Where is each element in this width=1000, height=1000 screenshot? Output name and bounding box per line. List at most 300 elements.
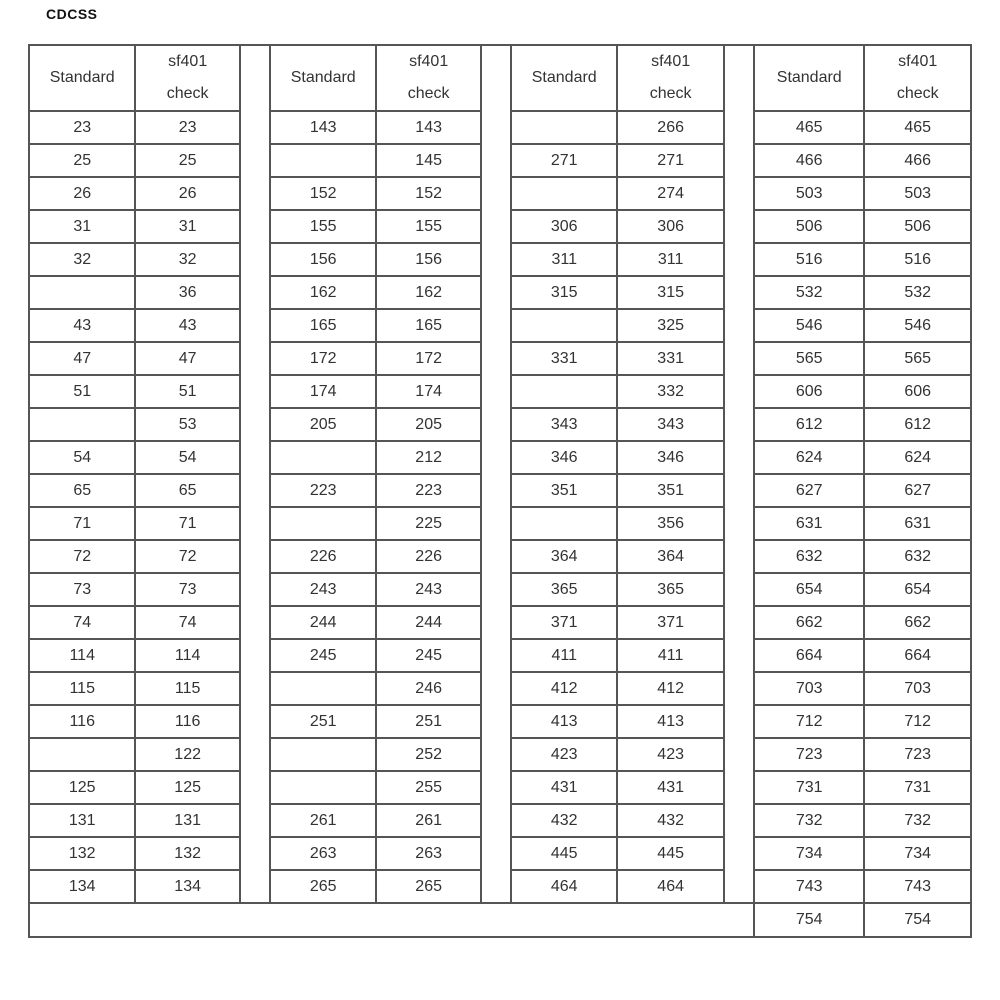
check-cell: 251: [376, 705, 480, 738]
standard-cell: [270, 738, 376, 771]
column-gap: [481, 243, 511, 276]
standard-cell: 134: [29, 870, 135, 903]
column-gap: [724, 639, 754, 672]
standard-cell: 413: [511, 705, 617, 738]
column-gap: [481, 804, 511, 837]
column-gap: [724, 243, 754, 276]
standard-cell: 664: [754, 639, 864, 672]
header-check-line2: check: [166, 85, 209, 102]
table-row: [29, 408, 971, 441]
standard-cell: [511, 177, 617, 210]
table-row: [29, 705, 971, 738]
column-gap: [724, 606, 754, 639]
standard-cell: 132: [29, 837, 135, 870]
column-gap: [240, 111, 270, 144]
check-cell: 143: [376, 111, 480, 144]
standard-cell: 143: [270, 111, 376, 144]
check-cell: 155: [376, 210, 480, 243]
check-cell: 413: [617, 705, 723, 738]
standard-cell: 71: [29, 507, 135, 540]
check-cell: 243: [376, 573, 480, 606]
standard-cell: 432: [511, 804, 617, 837]
check-cell: 712: [864, 705, 971, 738]
standard-cell: 243: [270, 573, 376, 606]
standard-cell: 155: [270, 210, 376, 243]
column-gap: [240, 771, 270, 804]
column-gap: [481, 705, 511, 738]
standard-cell: 311: [511, 243, 617, 276]
column-gap: [481, 111, 511, 144]
check-cell: 274: [617, 177, 723, 210]
check-cell: 265: [376, 870, 480, 903]
check-cell: 662: [864, 606, 971, 639]
standard-cell: [29, 276, 135, 309]
column-gap: [240, 507, 270, 540]
standard-cell: [270, 672, 376, 705]
standard-cell: 411: [511, 639, 617, 672]
standard-cell: 371: [511, 606, 617, 639]
check-cell: 465: [864, 111, 971, 144]
header-check-line1: sf401: [168, 53, 208, 70]
column-gap: [240, 177, 270, 210]
standard-cell: 131: [29, 804, 135, 837]
column-gap: [240, 804, 270, 837]
check-cell: 632: [864, 540, 971, 573]
standard-cell: 351: [511, 474, 617, 507]
header-check-line1: sf401: [898, 53, 938, 70]
standard-cell: 445: [511, 837, 617, 870]
table-header-row: [29, 45, 971, 111]
check-cell: 266: [617, 111, 723, 144]
column-gap: [240, 45, 270, 111]
standard-cell: 32: [29, 243, 135, 276]
standard-cell: 114: [29, 639, 135, 672]
column-gap: [240, 837, 270, 870]
check-cell: 445: [617, 837, 723, 870]
check-cell: 627: [864, 474, 971, 507]
standard-cell: 516: [754, 243, 864, 276]
standard-cell: 346: [511, 441, 617, 474]
check-cell: 311: [617, 243, 723, 276]
table-row: [29, 177, 971, 210]
standard-cell: [270, 441, 376, 474]
standard-cell: 245: [270, 639, 376, 672]
check-cell: 351: [617, 474, 723, 507]
table-row: [29, 243, 971, 276]
column-gap: [724, 276, 754, 309]
table-row: [29, 276, 971, 309]
standard-cell: 331: [511, 342, 617, 375]
check-cell: 315: [617, 276, 723, 309]
column-gap: [240, 243, 270, 276]
header-check-line2: check: [649, 85, 692, 102]
check-cell: 734: [864, 837, 971, 870]
check-cell: 754: [864, 903, 971, 937]
check-cell: 125: [135, 771, 239, 804]
check-cell: 546: [864, 309, 971, 342]
check-cell: 122: [135, 738, 239, 771]
check-cell: 246: [376, 672, 480, 705]
column-gap: [240, 276, 270, 309]
standard-cell: 712: [754, 705, 864, 738]
column-gap: [481, 375, 511, 408]
standard-cell: 261: [270, 804, 376, 837]
standard-cell: 251: [270, 705, 376, 738]
check-cell: 654: [864, 573, 971, 606]
column-gap: [481, 606, 511, 639]
check-cell: 624: [864, 441, 971, 474]
column-gap: [481, 342, 511, 375]
column-gap: [481, 276, 511, 309]
check-cell: 532: [864, 276, 971, 309]
table-row: [29, 342, 971, 375]
check-cell: 464: [617, 870, 723, 903]
table-row: [29, 738, 971, 771]
standard-cell: 412: [511, 672, 617, 705]
check-cell: 364: [617, 540, 723, 573]
check-cell: 271: [617, 144, 723, 177]
table-row: [29, 606, 971, 639]
header-check-line1: sf401: [651, 53, 691, 70]
check-cell: 244: [376, 606, 480, 639]
column-gap: [240, 375, 270, 408]
standard-cell: 115: [29, 672, 135, 705]
check-cell: 431: [617, 771, 723, 804]
check-cell: 723: [864, 738, 971, 771]
header-check-line2: check: [896, 85, 939, 102]
check-cell: 174: [376, 375, 480, 408]
standard-cell: 172: [270, 342, 376, 375]
standard-cell: [511, 309, 617, 342]
column-gap: [240, 144, 270, 177]
check-cell: 612: [864, 408, 971, 441]
check-cell: 255: [376, 771, 480, 804]
check-cell: 134: [135, 870, 239, 903]
check-cell: 47: [135, 342, 239, 375]
check-cell: 43: [135, 309, 239, 342]
check-cell: 252: [376, 738, 480, 771]
column-gap: [240, 870, 270, 903]
column-gap: [724, 837, 754, 870]
standard-cell: 265: [270, 870, 376, 903]
standard-cell: 43: [29, 309, 135, 342]
check-cell: 72: [135, 540, 239, 573]
check-cell: 114: [135, 639, 239, 672]
check-cell: 226: [376, 540, 480, 573]
column-gap: [240, 639, 270, 672]
check-cell: 172: [376, 342, 480, 375]
column-gap: [240, 540, 270, 573]
standard-cell: 734: [754, 837, 864, 870]
standard-cell: 654: [754, 573, 864, 606]
column-gap: [240, 408, 270, 441]
check-cell: 732: [864, 804, 971, 837]
standard-cell: 152: [270, 177, 376, 210]
check-cell: 73: [135, 573, 239, 606]
standard-cell: 465: [754, 111, 864, 144]
column-gap: [724, 45, 754, 111]
check-cell: 565: [864, 342, 971, 375]
standard-cell: 631: [754, 507, 864, 540]
standard-cell: 662: [754, 606, 864, 639]
standard-cell: 532: [754, 276, 864, 309]
table-row: [29, 474, 971, 507]
standard-cell: 503: [754, 177, 864, 210]
standard-cell: [270, 771, 376, 804]
standard-cell: 156: [270, 243, 376, 276]
table-row: [29, 804, 971, 837]
column-gap: [240, 441, 270, 474]
standard-cell: 306: [511, 210, 617, 243]
standard-cell: 54: [29, 441, 135, 474]
standard-cell: 205: [270, 408, 376, 441]
standard-cell: 431: [511, 771, 617, 804]
check-cell: 664: [864, 639, 971, 672]
table-row: [29, 903, 971, 937]
header-standard: Standard: [270, 45, 376, 111]
table-row: [29, 771, 971, 804]
table-row: [29, 870, 971, 903]
check-cell: 261: [376, 804, 480, 837]
check-cell: 53: [135, 408, 239, 441]
column-gap: [481, 738, 511, 771]
column-gap: [481, 144, 511, 177]
standard-cell: 47: [29, 342, 135, 375]
column-gap: [724, 474, 754, 507]
standard-cell: 506: [754, 210, 864, 243]
standard-cell: 263: [270, 837, 376, 870]
check-cell: 32: [135, 243, 239, 276]
table-row: [29, 144, 971, 177]
column-gap: [481, 408, 511, 441]
column-gap: [481, 639, 511, 672]
check-cell: 115: [135, 672, 239, 705]
column-gap: [724, 804, 754, 837]
check-cell: 162: [376, 276, 480, 309]
standard-cell: [29, 408, 135, 441]
standard-cell: 23: [29, 111, 135, 144]
check-cell: 23: [135, 111, 239, 144]
check-cell: 412: [617, 672, 723, 705]
column-gap: [481, 771, 511, 804]
column-gap: [724, 210, 754, 243]
column-gap: [724, 507, 754, 540]
column-gap: [481, 441, 511, 474]
check-cell: 74: [135, 606, 239, 639]
column-gap: [481, 672, 511, 705]
check-cell: 365: [617, 573, 723, 606]
standard-cell: 464: [511, 870, 617, 903]
column-gap: [481, 540, 511, 573]
standard-cell: 31: [29, 210, 135, 243]
standard-cell: 466: [754, 144, 864, 177]
standard-cell: 723: [754, 738, 864, 771]
check-cell: 432: [617, 804, 723, 837]
standard-cell: [270, 507, 376, 540]
check-cell: 325: [617, 309, 723, 342]
check-cell: 371: [617, 606, 723, 639]
standard-cell: 624: [754, 441, 864, 474]
column-gap: [481, 474, 511, 507]
column-gap: [724, 342, 754, 375]
header-sf401-check: [135, 45, 239, 111]
column-gap: [240, 672, 270, 705]
standard-cell: 165: [270, 309, 376, 342]
check-cell: 152: [376, 177, 480, 210]
header-sf401-check: [864, 45, 971, 111]
check-cell: 245: [376, 639, 480, 672]
standard-cell: 731: [754, 771, 864, 804]
column-gap: [481, 870, 511, 903]
check-cell: 606: [864, 375, 971, 408]
column-gap: [724, 144, 754, 177]
standard-cell: 73: [29, 573, 135, 606]
standard-cell: 343: [511, 408, 617, 441]
check-cell: 332: [617, 375, 723, 408]
check-cell: 731: [864, 771, 971, 804]
column-gap: [724, 738, 754, 771]
standard-cell: 632: [754, 540, 864, 573]
header-standard: Standard: [754, 45, 864, 111]
column-gap: [481, 573, 511, 606]
standard-cell: [511, 507, 617, 540]
table-row: [29, 837, 971, 870]
standard-cell: 51: [29, 375, 135, 408]
standard-cell: 271: [511, 144, 617, 177]
standard-cell: [270, 144, 376, 177]
column-gap: [724, 870, 754, 903]
standard-cell: 565: [754, 342, 864, 375]
header-sf401-check: [617, 45, 723, 111]
standard-cell: 612: [754, 408, 864, 441]
column-gap: [481, 309, 511, 342]
column-gap: [724, 309, 754, 342]
check-cell: 225: [376, 507, 480, 540]
column-gap: [724, 441, 754, 474]
check-cell: 131: [135, 804, 239, 837]
standard-cell: 315: [511, 276, 617, 309]
check-cell: 631: [864, 507, 971, 540]
table-row: [29, 111, 971, 144]
check-cell: 31: [135, 210, 239, 243]
standard-cell: 365: [511, 573, 617, 606]
check-cell: 346: [617, 441, 723, 474]
column-gap: [724, 375, 754, 408]
standard-cell: 364: [511, 540, 617, 573]
column-gap: [724, 771, 754, 804]
column-gap: [724, 177, 754, 210]
column-gap: [240, 309, 270, 342]
standard-cell: [29, 738, 135, 771]
standard-cell: 223: [270, 474, 376, 507]
column-gap: [481, 210, 511, 243]
column-gap: [240, 705, 270, 738]
check-cell: 503: [864, 177, 971, 210]
standard-cell: 162: [270, 276, 376, 309]
column-gap: [481, 837, 511, 870]
standard-cell: 65: [29, 474, 135, 507]
check-cell: 466: [864, 144, 971, 177]
standard-cell: 244: [270, 606, 376, 639]
table-row: [29, 210, 971, 243]
check-cell: 165: [376, 309, 480, 342]
check-cell: 516: [864, 243, 971, 276]
check-cell: 423: [617, 738, 723, 771]
check-cell: 743: [864, 870, 971, 903]
standard-cell: 732: [754, 804, 864, 837]
column-gap: [240, 573, 270, 606]
check-cell: 212: [376, 441, 480, 474]
check-cell: 71: [135, 507, 239, 540]
empty-merged-cell: [29, 903, 754, 937]
standard-cell: 25: [29, 144, 135, 177]
check-cell: 25: [135, 144, 239, 177]
table-row: [29, 672, 971, 705]
header-standard: Standard: [29, 45, 135, 111]
table-row: [29, 639, 971, 672]
column-gap: [724, 705, 754, 738]
header-check-line1: sf401: [409, 53, 449, 70]
column-gap: [724, 408, 754, 441]
table-row: [29, 441, 971, 474]
standard-cell: 125: [29, 771, 135, 804]
table-row: [29, 573, 971, 606]
column-gap: [240, 474, 270, 507]
standard-cell: [511, 111, 617, 144]
check-cell: 54: [135, 441, 239, 474]
check-cell: 506: [864, 210, 971, 243]
check-cell: 703: [864, 672, 971, 705]
header-standard: Standard: [511, 45, 617, 111]
header-sf401-check: [376, 45, 480, 111]
column-gap: [240, 738, 270, 771]
column-gap: [724, 540, 754, 573]
standard-cell: 627: [754, 474, 864, 507]
column-gap: [240, 342, 270, 375]
column-gap: [481, 507, 511, 540]
cdcss-code-table: [28, 44, 972, 938]
check-cell: 145: [376, 144, 480, 177]
check-cell: 156: [376, 243, 480, 276]
standard-cell: 26: [29, 177, 135, 210]
column-gap: [240, 210, 270, 243]
table-row: [29, 309, 971, 342]
check-cell: 65: [135, 474, 239, 507]
check-cell: 132: [135, 837, 239, 870]
header-check-line2: check: [407, 85, 450, 102]
column-gap: [240, 606, 270, 639]
check-cell: 223: [376, 474, 480, 507]
column-gap: [481, 177, 511, 210]
check-cell: 411: [617, 639, 723, 672]
table-row: [29, 375, 971, 408]
table-row: [29, 507, 971, 540]
standard-cell: 754: [754, 903, 864, 937]
standard-cell: 743: [754, 870, 864, 903]
column-gap: [724, 573, 754, 606]
check-cell: 51: [135, 375, 239, 408]
standard-cell: 74: [29, 606, 135, 639]
check-cell: 116: [135, 705, 239, 738]
table-row: [29, 540, 971, 573]
standard-cell: 116: [29, 705, 135, 738]
check-cell: 306: [617, 210, 723, 243]
check-cell: 205: [376, 408, 480, 441]
check-cell: 36: [135, 276, 239, 309]
standard-cell: [511, 375, 617, 408]
standard-cell: 703: [754, 672, 864, 705]
check-cell: 263: [376, 837, 480, 870]
